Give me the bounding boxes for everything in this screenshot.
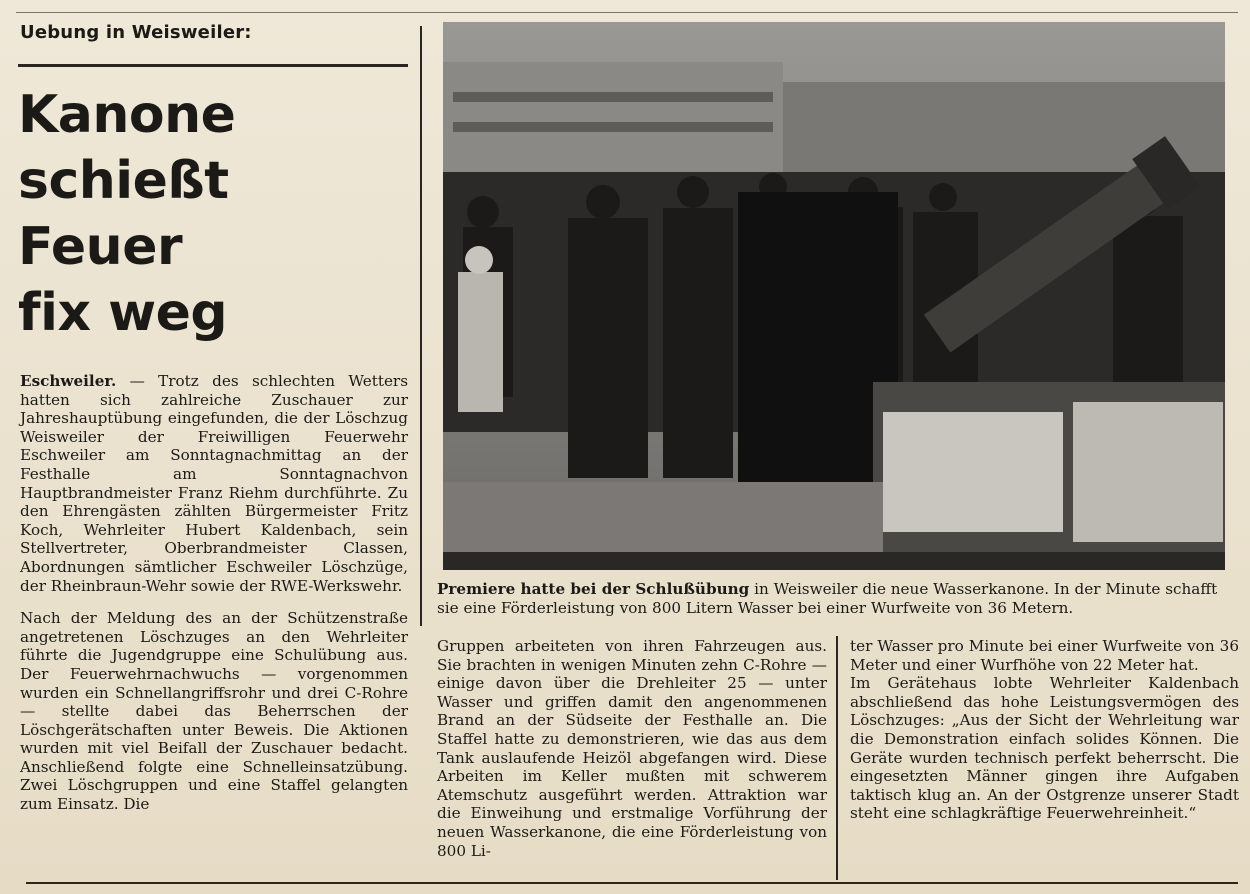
kicker-rule	[18, 64, 408, 67]
column-1-paragraph-1	[20, 372, 408, 595]
column-3-paragraph-2: Im Gerätehaus lobte Wehrleiter Kaldenbach abschließend das hohe Leistungsvermögen des Löschzuges: „Aus der Sicht der Wehrleitung war die Demonstration einfach solides Können. Die Geräte wurden technisch perfekt beherrscht. Die eingesetzten Männer gingen ihre Aufgaben taktisch klug an. An der Ostgrenze unserer Stadt steht eine schlagkräftige Feuerwehreinheit.“	[850, 674, 1239, 823]
caption-text: in Weisweiler die neue Wasserkanone. In der Minute schafft sie eine Förderleistung von 800 Litern Wasser bei einer Wurfweite von 36 Metern.	[437, 580, 1218, 617]
top-border	[16, 12, 1238, 13]
column-1-paragraph-2: Nach der Meldung des an der Schützenstraße angetretenen Löschzuges an den Wehrleiter führte die Jugendgruppe eine Schulübung aus. Der Feuerwehrnachwuchs — vorgenommen wurden ein Schnellangriffsrohr und drei C-Rohre — stellte dabei das Beherrschen der Löschgerätschaften unter Beweis. Die Aktionen wurden mit viel Beifall der Zuschauer bedacht. Anschließend folgte eine Schnelleinsatzübung. Zwei Löschgruppen und eine Staffel gelangten zum Einsatz. Die	[20, 609, 408, 814]
column-3-paragraph-1: ter Wasser pro Minute bei einer Wurfweite von 36 Meter und einer Wurfhöhe von 22 Meter hat.	[850, 637, 1239, 674]
bottom-border	[26, 882, 1238, 884]
headline-line-1: Kanone	[18, 85, 236, 145]
column-1-paragraph-1-text: — Trotz des schlechten Wetters hatten sich zahlreiche Zuschauer zur Jahreshauptübung eingefunden, die der Löschzug Weisweiler der Freiwilligen Feuerwehr Eschweiler am Sonntagnachmittag an der Festhalle am Sonntagnachvon Hauptbrandmeister Franz Riehm durchführte. Zu den Ehrengästen zählten Bürgermeister Fritz Koch, Wehrleiter Hubert Kaldenbach, sein Stellvertreter, Oberbrandmeister Classen, Abordnungen sämtlicher Eschweiler Löschzüge, der Rheinbraun-Wehr sowie der RWE-Werkswehr.	[20, 372, 408, 595]
headline-line-3: Feuer	[18, 217, 183, 277]
article-column-3	[850, 637, 1239, 823]
article-column-2	[437, 637, 827, 860]
caption-lead: Premiere hatte bei der Schlußübung	[437, 580, 750, 598]
column-divider-right	[836, 636, 838, 880]
headline-line-4: fix weg	[18, 283, 228, 343]
kicker-label: Uebung in Weisweiler:	[20, 22, 252, 43]
photo-illustration	[443, 22, 1225, 570]
column-2-paragraph-1: Gruppen arbeiteten von ihren Fahrzeugen aus. Sie brachten in wenigen Minuten zehn C-Rohre — einige davon über die Drehleiter 25 — unter Wasser und griffen damit den angenommenen Brand an der Südseite der Festhalle an. Die Staffel hatte zu demonstrieren, wie das aus dem Tank auslaufende Heizöl abgefangen wird. Diese Arbeiten im Keller mußten mit schwerem Atemschutz ausgeführt werden. Attraktion war die Einweihung und erstmalige Vorführung der neuen Wasserkanone, die eine Förderleistung von 800 Li-	[437, 637, 827, 860]
headline	[18, 82, 418, 346]
photo-caption	[437, 580, 1231, 618]
column-divider-left	[420, 26, 422, 626]
headline-line-2: schießt	[18, 151, 229, 211]
news-photo	[443, 22, 1225, 570]
dateline: Eschweiler.	[20, 372, 117, 390]
article-column-1	[20, 372, 408, 814]
